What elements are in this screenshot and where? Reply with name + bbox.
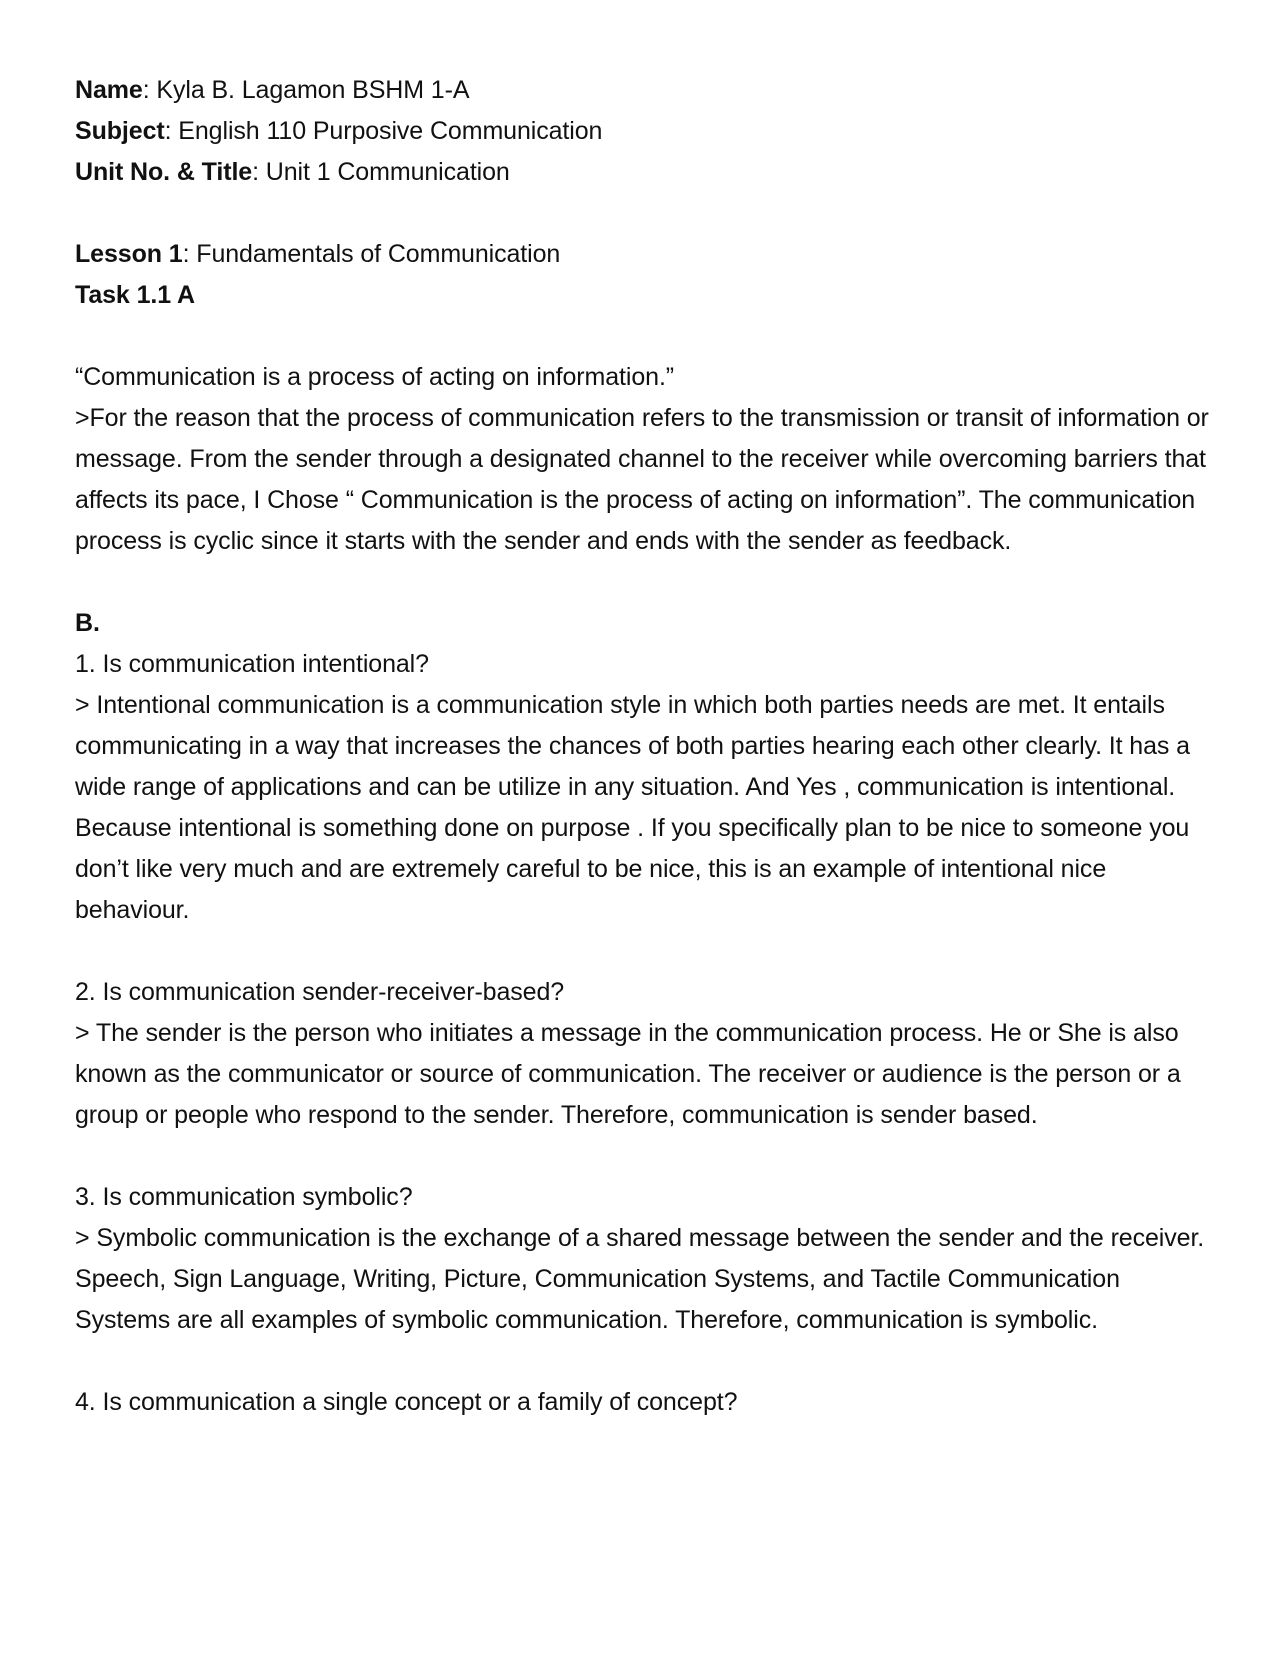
question-2: 2. Is communication sender-receiver-based?	[75, 978, 565, 1006]
quote-line: “Communication is a process of acting on information.”	[75, 363, 675, 391]
question-3: 3. Is communication symbolic?	[75, 1183, 413, 1211]
spacer	[75, 193, 1215, 234]
lesson-line	[75, 234, 1215, 275]
question-1: 1. Is communication intentional?	[75, 650, 429, 678]
lesson-value: : Fundamentals of Communication	[182, 240, 561, 268]
spacer	[75, 1136, 1215, 1177]
unit-label: Unit No. & Title	[75, 158, 253, 186]
answer-3: > Symbolic communication is the exchange of a shared message between the sender and the receiver. Speech, Sign Language, Writing, Picture, Communication Systems, and Tactile Communication Systems are all examples of symbolic communication. Therefore, communication is symbolic.	[75, 1224, 1205, 1334]
part-a-answer: >For the reason that the process of communication refers to the transmission or transit of information or message. From the sender through a designated channel to the receiver while overcoming barriers that affects its pace, I Chose “ Communication is the process of acting on information”. The communication process is cyclic since it starts with the sender and ends with the sender as feedback.	[75, 404, 1209, 555]
task-heading	[75, 275, 1215, 316]
spacer	[75, 931, 1215, 972]
subject-line	[75, 111, 1215, 152]
name-value: : Kyla B. Lagamon BSHM 1-A	[142, 76, 470, 104]
spacer	[75, 316, 1215, 357]
unit-value: : Unit 1 Communication	[252, 158, 510, 186]
name-line	[75, 70, 1215, 111]
spacer	[75, 562, 1215, 603]
answer-1: > Intentional communication is a communication style in which both parties needs are met. It entails communicating in a way that increases the chances of both parties hearing each other clearly. It has a wide range of applications and can be utilize in any situation. And Yes , communication is intentional. Because intentional is something done on purpose . If you specifically plan to be nice to someone you don’t like very much and are extremely careful to be nice, this is an example of intentional nice behaviour.	[75, 691, 1190, 924]
document-page	[75, 70, 1215, 1423]
name-label: Name	[75, 76, 143, 104]
task-label: Task 1.1 A	[75, 281, 195, 309]
lesson-label: Lesson 1	[75, 240, 183, 268]
subject-label: Subject	[75, 117, 165, 145]
answer-2: > The sender is the person who initiates a message in the communication process. He or She is also known as the communicator or source of communication. The receiver or audience is the person or a group or people who respond to the sender. Therefore, communication is sender based.	[75, 1019, 1181, 1129]
question-4: 4. Is communication a single concept or a family of concept?	[75, 1388, 738, 1416]
subject-value: : English 110 Purposive Communication	[164, 117, 603, 145]
part-b-heading	[75, 603, 1215, 644]
unit-line	[75, 152, 1215, 193]
part-b-label: B.	[75, 609, 100, 637]
spacer	[75, 1341, 1215, 1382]
